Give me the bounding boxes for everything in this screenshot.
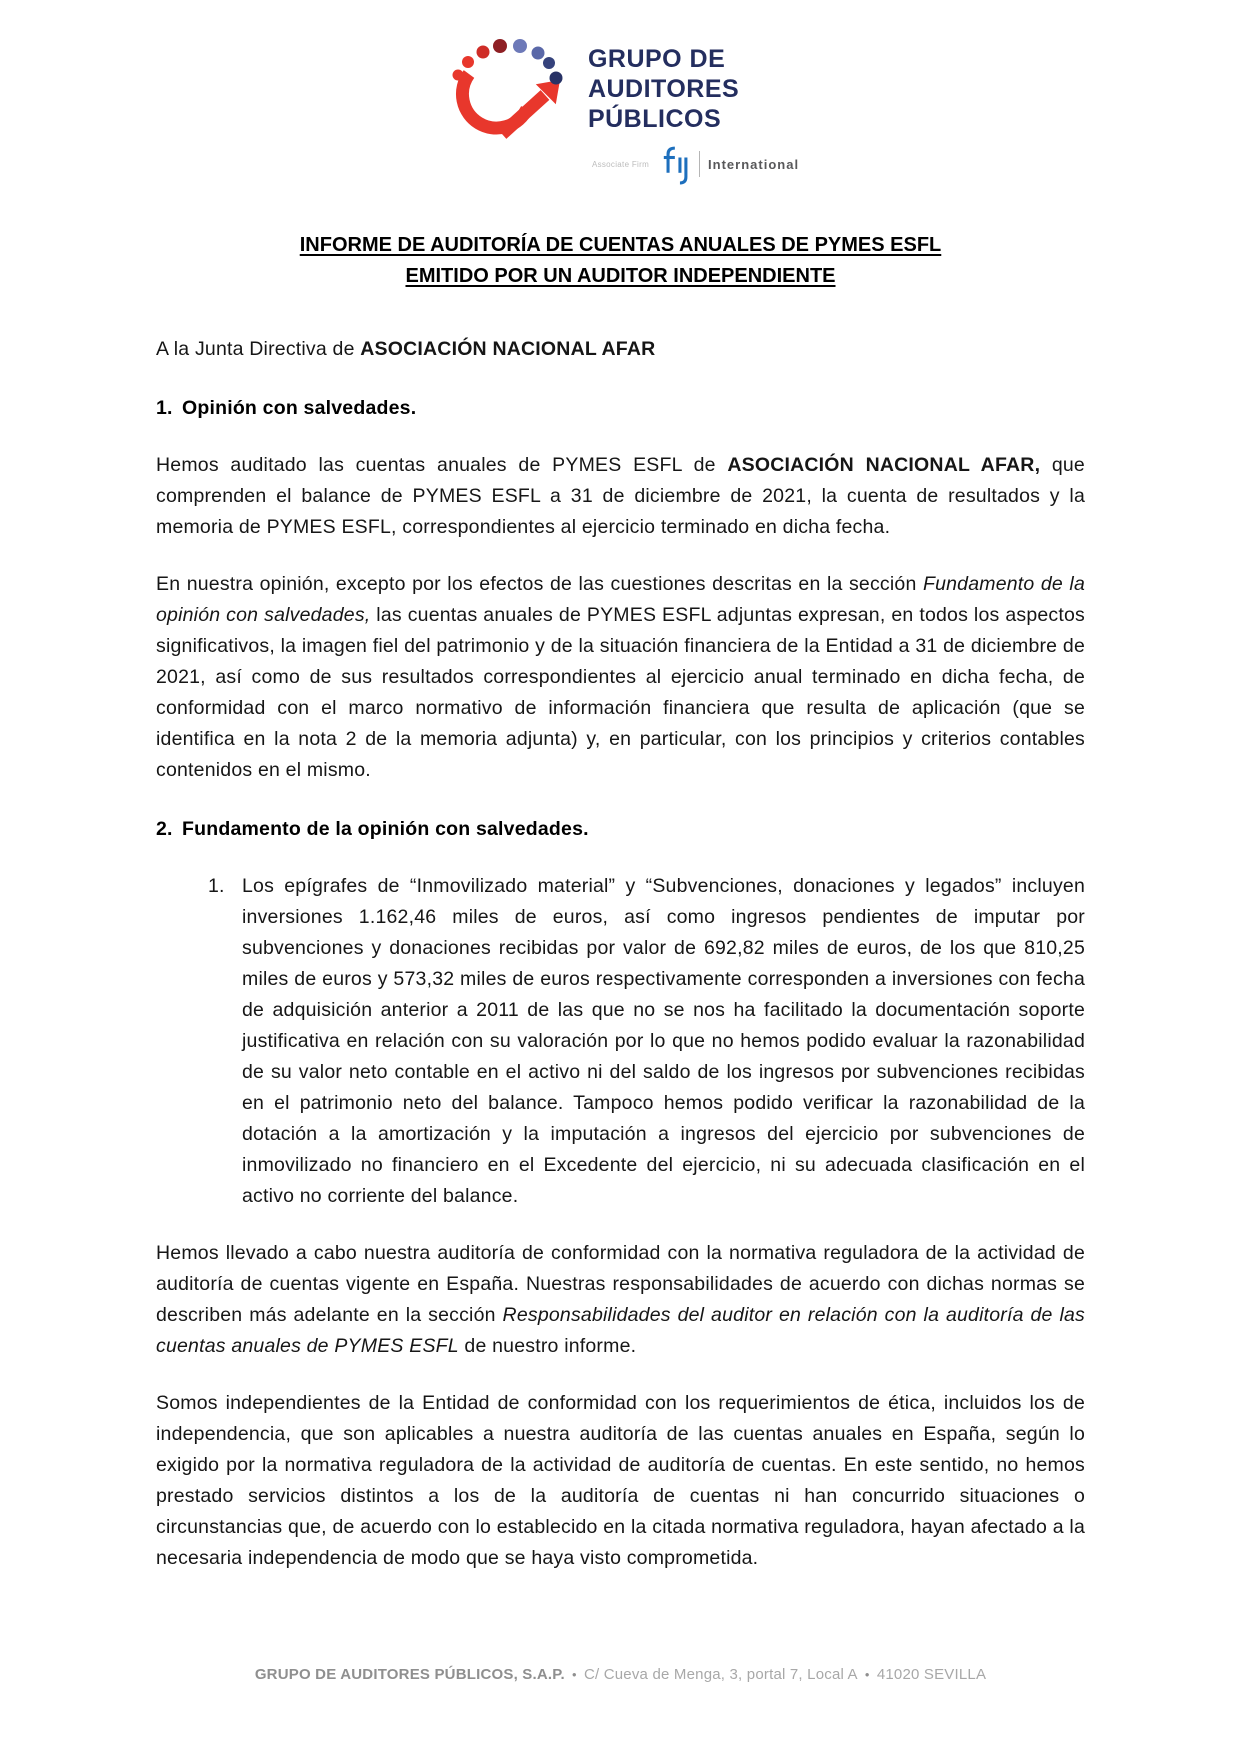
list-item-number: 1. [208,875,225,897]
text-run: ● [571,1670,577,1679]
paragraph-audit-conformity [156,1238,1085,1362]
logo-dot-2 [462,56,474,68]
text-run: ASOCIACIÓN NACIONAL AFAR [360,338,656,360]
text-run: Somos independientes de la Entidad de conformidad con los requerimientos de ética, incluidos los de independencia, que son aplicables a nuestra auditoría de las cuentas anuales en España, según lo exigido por la normativa reguladora de la actividad de auditoría de cuentas. En este sentido, no hemos prestado servicios distintos a los de la auditoría de cuentas ni han concurrido situaciones o circunstancias que, de acuerdo con lo establecido en la citada normativa reguladora, hayan afectado a la necesaria independencia de modo que se haya visto comprometida. [156,1392,1085,1569]
paragraph-independence [156,1388,1085,1574]
associate-firm-label: Associate Firm [591,159,650,169]
section-2-heading [156,814,1085,845]
text-run: En nuestra opinión, excepto por los efectos de las cuestiones descritas en la sección [156,573,923,595]
text-run: Fundamento de la opinión con salvedades, [156,573,1085,626]
company-logo [0,0,1241,186]
section-2-number: 2. [156,818,173,840]
logo-g-mark-icon [442,34,570,152]
page-footer [0,1666,1241,1683]
recipient-line [156,334,1085,365]
logo-dot-1 [452,70,463,81]
section-1-title: Opinión con salvedades. [182,397,417,419]
logo-associate-row [592,142,799,186]
text-run: Hemos llevado a cabo nuestra auditoría de conformidad con la normativa reguladora de la actividad de auditoría de cuentas vigente en España. Nuestras responsabilidades de acuerdo con dichas normas se describen más adelante en la sección [156,1242,1085,1326]
text-run: 41020 SEVILLA [876,1666,987,1683]
text-run: Los epígrafes de “Inmovilizado material” y “Subvenciones, donaciones y legados” incluyen inversiones 1.162,46 miles de euros, así como ingresos pendientes de imputar por subvenciones y donaciones recibidas por valor de 692,82 miles de euros, de los que 810,25 miles de euros y 573,32 miles de euros respectivamente corresponden a inversiones con fecha de adquisición anterior a 2011 de las que no se nos ha facilitado la documentación soporte justificativa en relación con su valoración por lo que no hemos podido evaluar la razonabilidad de su valor neto contable en el activo ni del saldo de los ingresos por subvenciones recibidas en el patrimonio neto del balance. Tampoco hemos podido verificar la razonabilidad de la dotación a la amortización y la imputación a ingresos del ejercicio por subvenciones de inmovilizado no financiero en el Excedente del ejercicio, ni su adecuada clasificación en el activo no corriente del balance. [242,875,1085,1207]
text-run: que comprenden el balance de PYMES ESFL a 31 de diciembre de 2021, la cuenta de resultados y la memoria de PYMES ESFL, correspondientes al ejercicio terminado en dicha fecha. [156,454,1085,538]
text-run: C/ Cueva de Menga, 3, portal 7, Local A [583,1666,858,1683]
title-line-2: EMITIDO POR UN AUDITOR INDEPENDIENTE [405,265,836,287]
section-2-title: Fundamento de la opinión con salvedades. [182,818,589,840]
text-run: Hemos auditado las cuentas anuales de PYMES ESFL de [156,454,728,476]
text-run: Responsabilidades del auditor en relación con la auditoría de las cuentas anuales de PYMES ESFL [156,1304,1085,1357]
basis-list-item-1 [208,871,1085,1212]
text-run: las cuentas anuales de PYMES ESFL adjuntas expresan, en todos los aspectos significativos, la imagen fiel del patrimonio y de la situación financiera de la Entidad a 31 de diciembre de 2021, así como de sus resultados correspondientes al ejercicio anual terminado en dicha fecha, de conformidad con el marco normativo de información financiera que resulta de aplicación (que se identifica en la nota 2 de la memoria adjunta) y, en particular, con los principios y criterios contables contenidos en el mismo. [156,604,1085,781]
text-run: GRUPO DE AUDITORES PÚBLICOS, S.A.P. [254,1666,565,1683]
paragraph-opinion [156,569,1085,786]
fy-logo-strokes [664,148,686,183]
logo-dot-4 [493,39,507,53]
logo-brand-line-3: PÚBLICOS [587,105,722,133]
text-run: A la Junta Directiva de [156,338,361,360]
text-run: ● [864,1670,870,1679]
section-1-number: 1. [156,397,173,419]
document-title [120,230,1121,292]
logo-arrow-shaft [502,95,545,134]
logo-dot-3 [476,46,489,59]
logo-dot-6 [531,47,544,60]
logo-brand-line-2: AUDITORES [587,75,740,103]
paragraph-audit-scope [156,450,1085,543]
text-run: de nuestro informe. [458,1335,637,1357]
logo-brand-line-1: GRUPO DE [587,45,726,73]
international-label: International [708,156,800,172]
fy-logo-icon [657,146,691,186]
text-run: ASOCIACIÓN NACIONAL AFAR, [727,454,1041,476]
logo-dot-7 [543,57,555,69]
list-item-text [242,871,1085,1212]
section-1-heading [156,393,1085,424]
logo-divider [699,151,700,177]
document-body [0,334,1241,1574]
title-line-1: INFORME DE AUDITORÍA DE CUENTAS ANUALES DE PYMES ESFL [299,234,942,256]
logo-dot-8 [549,72,562,85]
logo-text-block [588,44,799,186]
logo-dot-5 [513,39,527,53]
